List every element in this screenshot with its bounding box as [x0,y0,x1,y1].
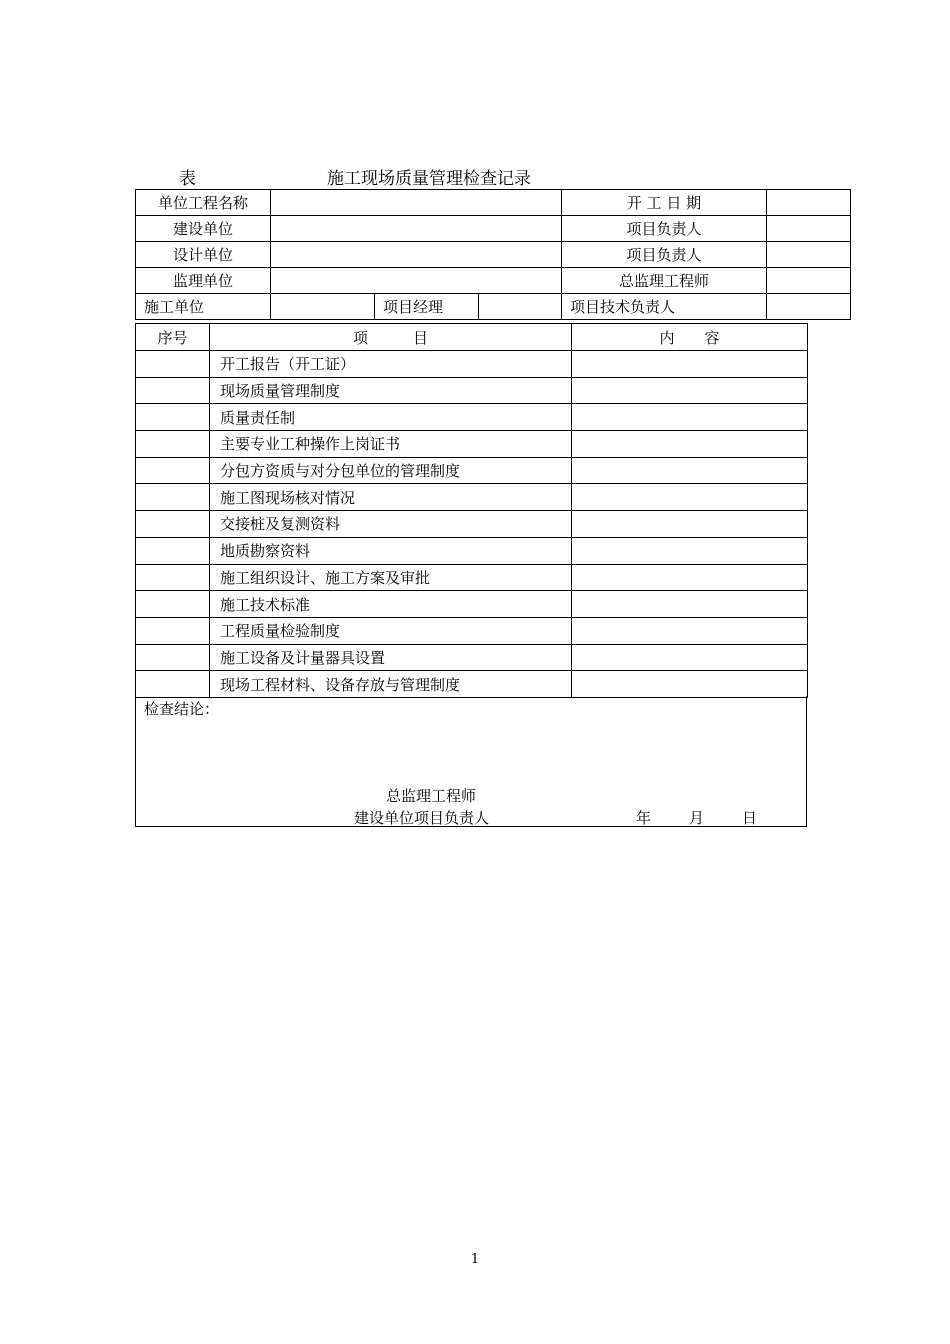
row-no [136,537,210,564]
value-project-lead-2 [767,242,851,268]
row-design-unit [136,242,851,268]
date-year: 年 [636,809,652,827]
table-row [136,431,808,458]
table-row [136,457,808,484]
row-item: 交接桩及复测资料 [210,511,572,538]
table-row [136,511,808,538]
value-design-unit [271,242,562,268]
table-row [136,644,808,671]
date-month: 月 [689,809,705,827]
table-row [136,484,808,511]
row-item: 施工图现场核对情况 [210,484,572,511]
owner-lead-signature: 建设单位项目负责人 [354,809,490,827]
row-construction-unit [136,216,851,242]
table-row [136,537,808,564]
value-construction-unit [271,216,562,242]
label-project-name: 单位工程名称 [136,190,271,216]
row-project-name [136,190,851,216]
row-content [572,404,808,431]
row-content [572,457,808,484]
label-contractor: 施工单位 [136,294,271,320]
header-info-table [135,189,851,320]
label-supervision-unit: 监理单位 [136,268,271,294]
row-content [572,351,808,378]
label-start-date: 开 工 日 期 [562,190,767,216]
row-item: 主要专业工种操作上岗证书 [210,431,572,458]
table-row [136,404,808,431]
row-no [136,511,210,538]
label-construction-unit: 建设单位 [136,216,271,242]
label-tech-lead: 项目技术负责人 [562,294,767,320]
row-item: 工程质量检验制度 [210,617,572,644]
row-no [136,457,210,484]
value-tech-lead [767,294,851,320]
table-row [136,617,808,644]
row-item: 现场质量管理制度 [210,377,572,404]
table-row [136,351,808,378]
row-no [136,377,210,404]
row-item: 施工设备及计量器具设置 [210,644,572,671]
row-item: 施工组织设计、施工方案及审批 [210,564,572,591]
col-header-item: 项 目 [210,324,572,351]
value-project-lead-1 [767,216,851,242]
row-item: 开工报告（开工证） [210,351,572,378]
conclusion-box [135,696,807,827]
value-contractor [271,294,375,320]
row-content [572,644,808,671]
form-title [135,164,807,188]
value-chief-engineer [767,268,851,294]
row-supervision-unit [136,268,851,294]
value-project-manager [479,294,562,320]
row-contractor [136,294,851,320]
date-day: 日 [742,809,758,827]
title-prefix: 表 [179,169,196,189]
row-content [572,591,808,618]
page-number: 1 [470,1252,480,1267]
items-table [135,323,808,698]
table-row [136,591,808,618]
row-content [572,537,808,564]
row-no [136,671,210,698]
col-header-no: 序号 [136,324,210,351]
label-project-manager: 项目经理 [375,294,479,320]
row-content [572,511,808,538]
items-header-row [136,324,808,351]
row-no [136,404,210,431]
row-item: 分包方资质与对分包单位的管理制度 [210,457,572,484]
table-row [136,564,808,591]
value-start-date [767,190,851,216]
row-no [136,617,210,644]
value-project-name [271,190,562,216]
row-no [136,484,210,511]
row-no [136,351,210,378]
label-chief-engineer: 总监理工程师 [562,268,767,294]
table-row [136,671,808,698]
row-item: 现场工程材料、设备存放与管理制度 [210,671,572,698]
row-item: 施工技术标准 [210,591,572,618]
row-item: 地质勘察资料 [210,537,572,564]
row-no [136,644,210,671]
row-content [572,377,808,404]
title-main: 施工现场质量管理检查记录 [327,169,531,189]
row-no [136,564,210,591]
row-content [572,564,808,591]
label-project-lead-2: 项目负责人 [562,242,767,268]
signature-date [636,807,757,828]
row-item: 质量责任制 [210,404,572,431]
row-content [572,671,808,698]
label-design-unit: 设计单位 [136,242,271,268]
conclusion-label: 检查结论： [144,700,220,718]
label-project-lead-1: 项目负责人 [562,216,767,242]
row-content [572,617,808,644]
row-no [136,431,210,458]
chief-engineer-signature: 总监理工程师 [386,787,477,805]
row-no [136,591,210,618]
row-content [572,484,808,511]
value-supervision-unit [271,268,562,294]
table-row [136,377,808,404]
col-header-content: 内 容 [572,324,808,351]
row-content [572,431,808,458]
